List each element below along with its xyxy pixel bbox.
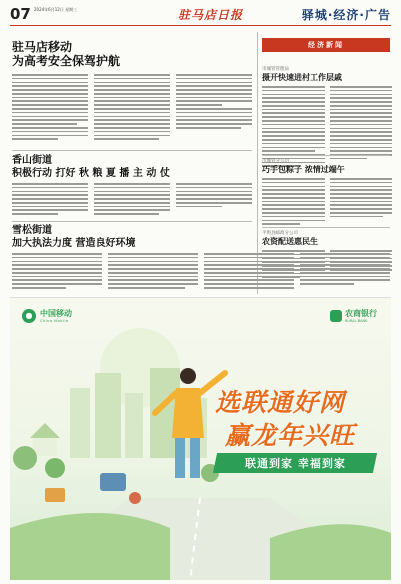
article-1-body [12, 74, 252, 144]
article-1-col-1 [12, 74, 88, 144]
article-2-title-line2: 积极行动 打好 秋 粮 夏 播 主 动 仗 [12, 167, 170, 179]
masthead [10, 4, 391, 26]
rural-bank-logo [330, 308, 377, 323]
right-article-2-col-1 [262, 178, 325, 225]
rural-bank-logo-subtext: RURAL BANK [345, 319, 368, 323]
divider-1 [12, 150, 252, 151]
ad-ribbon-text: 联通到家 幸福到家 [244, 457, 346, 470]
article-2-col-3 [176, 183, 252, 219]
ad-slogan-line1: 选联通好网 [215, 388, 346, 417]
right-article-2 [262, 158, 392, 225]
article-3-col-2 [108, 253, 198, 293]
right-article-3-col-2 [330, 250, 393, 278]
article-1-title-line1: 驻马店移动 [12, 40, 73, 54]
rural-bank-logo-icon [330, 310, 342, 322]
article-1-heading [12, 40, 252, 68]
article-1-col-3 [176, 74, 252, 144]
right-article-3 [262, 230, 392, 278]
right-article-3-col-1 [262, 250, 325, 278]
article-3-col-1 [12, 253, 102, 293]
economy-news-banner [262, 38, 390, 52]
right-divider-2 [262, 227, 390, 228]
china-mobile-logo-subtext: China Mobile [40, 319, 69, 323]
right-divider-1 [262, 155, 390, 156]
article-2-body [12, 183, 252, 219]
article-2-col-1 [12, 183, 88, 219]
right-article-2-kicker: 市城管分公司 [262, 159, 289, 164]
article-2-title-line1: 香山街道 [12, 155, 52, 166]
economy-news-banner-label: 经济新闻 [308, 41, 344, 49]
section-name: 驿城·经济·广告 [301, 8, 391, 22]
article-3-title-line1: 雪松街道 [12, 225, 52, 236]
advertisement [10, 297, 391, 580]
right-article-3-kicker: 平舆县邮政分公司 [262, 231, 298, 236]
china-mobile-logo-text: 中国移动 [40, 309, 72, 318]
right-article-1-kicker: 市城管管理局 [262, 67, 289, 72]
right-article-3-title: 农资配送惠民生 [262, 237, 318, 246]
article-1-title-line2: 为高考安全保驾护航 [12, 54, 121, 68]
right-article-1-title: 摄开快速进村工作层戚 [262, 73, 342, 82]
page-number: 07 [10, 5, 31, 23]
article-1-col-2 [94, 74, 170, 144]
rural-bank-logo-text: 农商银行 [345, 309, 377, 318]
china-mobile-logo-icon: ● [22, 309, 36, 323]
divider-2 [12, 221, 252, 222]
article-2-heading [12, 155, 252, 180]
dateline: 2024年6月12日 星期三 [34, 7, 78, 12]
china-mobile-logo [22, 308, 72, 323]
right-article-2-col-2 [330, 178, 393, 225]
article-2-col-2 [94, 183, 170, 219]
right-article-1 [262, 66, 392, 167]
article-3-title-line2: 加大执法力度 营造良好环境 [12, 237, 136, 249]
ad-slogan-line2: 赢龙年兴旺 [225, 421, 356, 450]
article-3-heading [12, 225, 252, 250]
paper-logo: 驻马店日报 [178, 8, 244, 22]
right-article-2-title: 巧手包粽子 浓情过端午 [262, 165, 345, 174]
ad-ribbon [213, 453, 377, 473]
